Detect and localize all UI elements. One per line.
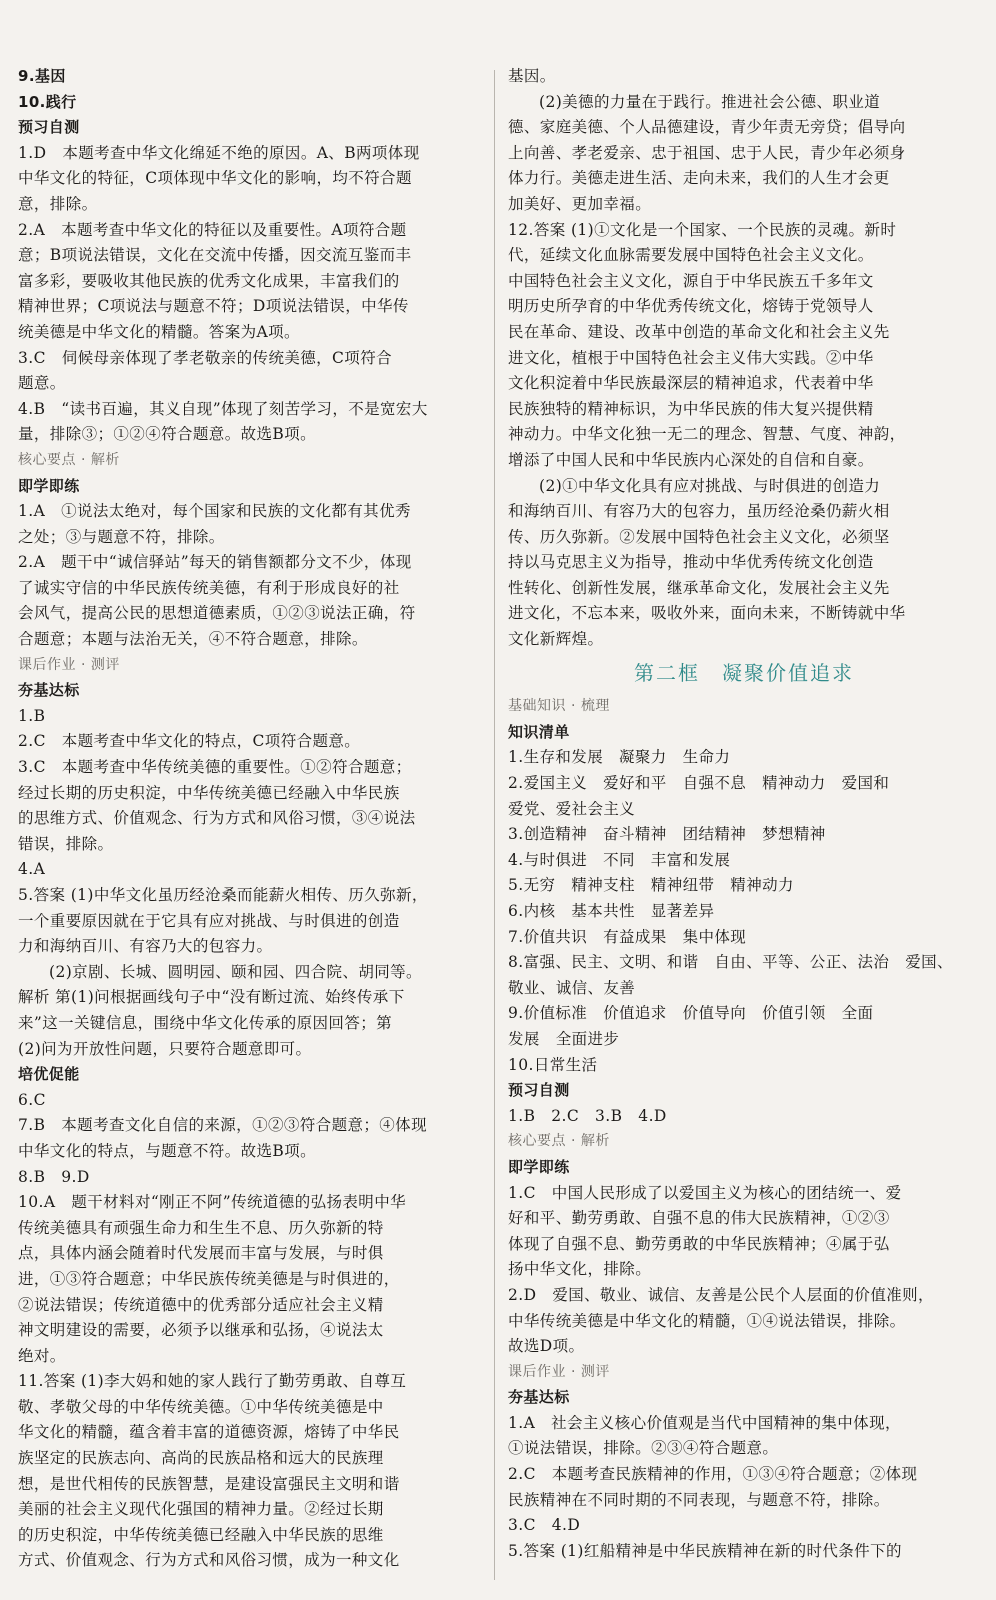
answer-line: 6.内核 基本共性 显著差异 xyxy=(508,902,715,920)
answer-line: 代，延续文化血脉需要发展中国特色社会主义文化。 xyxy=(508,246,874,265)
answer-line: 持以马克思主义为指导，推动中华优秀传统文化创造 xyxy=(508,553,874,572)
answer-line: 的思维方式、价值观念、行为方式和风俗习惯，③④说法 xyxy=(18,809,416,828)
answer-line: 1.B 2.C 3.B 4.D xyxy=(508,1106,667,1125)
answer-line: 精神世界；C项说法与题意不符；D项说法错误，中华传 xyxy=(18,297,409,316)
answer-line: 中华文化的特点，与题意不符。故选B项。 xyxy=(18,1141,316,1160)
answer-line: 了诚实守信的中华民族传统美德，有利于形成良好的社 xyxy=(18,578,400,597)
answer-line: 2.A 题干中“诚信驿站”每天的销售额都分文不少，体现 xyxy=(18,553,412,572)
section-heading: 培优促能 xyxy=(18,1065,80,1084)
answer-line: 11.答案 (1)李大妈和她的家人践行了勤劳勇敢、自尊互 xyxy=(18,1372,407,1391)
left-column xyxy=(18,64,480,1574)
answer-line: 3.C 本题考查中华传统美德的重要性。①②符合题意； xyxy=(18,758,412,777)
answer-line: 富多彩，要吸收其他民族的优秀文化成果，丰富我们的 xyxy=(18,271,400,290)
section-tag: 课后作业 · 测评 xyxy=(18,656,120,673)
answer-line: 1.A ①说法太绝对，每个国家和民族的文化都有其优秀 xyxy=(18,502,411,521)
answer-line: 华文化的精髓，蕴含着丰富的道德资源，熔铸了中华民 xyxy=(18,1423,400,1442)
answer-line: 2.C 本题考查中华文化的特点，C项符合题意。 xyxy=(18,732,361,751)
answer-line: 中国特色社会主义文化，源自于中华民族五千多年文 xyxy=(508,271,874,290)
section-heading: 夯基达标 xyxy=(508,1388,570,1407)
answer-line: 传统美德具有顽强生命力和生生不息、历久弥新的特 xyxy=(18,1218,384,1237)
answer-line: 12.答案 (1)①文化是一个国家、一个民族的灵魂。新时 xyxy=(508,220,897,239)
answer-line: 题意。 xyxy=(18,374,66,393)
answer-line: 来”这一关键信息，围绕中华文化传承的原因回答；第 xyxy=(18,1013,393,1032)
answer-line: 发展 全面进步 xyxy=(508,1029,620,1048)
section-heading: 预习自测 xyxy=(508,1081,570,1100)
answer-line: 体力行。美德走进生活、走向未来，我们的人生才会更 xyxy=(508,169,890,188)
answer-line: 美丽的社会主义现代化强国的精神力量。②经过长期 xyxy=(18,1500,384,1519)
answer-line: 民族精神在不同时期的不同表现，与题意不符，排除。 xyxy=(508,1490,890,1509)
answer-line: 文化新辉煌。 xyxy=(508,630,604,649)
answer-line: ①说法错误，排除。②③④符合题意。 xyxy=(508,1439,779,1458)
answer-line: 统美德是中华文化的精髓。答案为A项。 xyxy=(18,322,300,341)
answer-line: 爱党、爱社会主义 xyxy=(508,799,636,818)
answer-line: (2)美德的力量在于践行。推进社会公德、职业道 xyxy=(539,92,881,111)
answer-line: 3.C 4.D xyxy=(508,1516,581,1535)
answer-line: 方式、价值观念、行为方式和风俗习惯，成为一种文化 xyxy=(18,1551,400,1570)
answer-line: 2.D 爱国、敬业、诚信、友善是公民个人层面的价值准则， xyxy=(508,1285,934,1304)
answer-line: 会风气，提高公民的思想道德素质，①②③说法正确，符 xyxy=(18,604,416,623)
answer-line: 文化积淀着中华民族最深层的精神追求，代表着中华 xyxy=(508,374,874,393)
answer-line: 进，①③符合题意；中华民族传统美德是与时俱进的， xyxy=(18,1269,400,1288)
answer-line: 的历史积淀，中华传统美德已经融入中华民族的思维 xyxy=(18,1525,384,1544)
answer-line: 5.答案 (1)红船精神是中华民族精神在新的时代条件下的 xyxy=(508,1541,902,1560)
answer-line: 1.生存和发展 凝聚力 生命力 xyxy=(508,748,731,767)
answer-line: 族坚定的民族志向、高尚的民族品格和远大的民族理 xyxy=(18,1449,384,1468)
answer-line: 4.A xyxy=(18,860,46,879)
section-tag: 课后作业 · 测评 xyxy=(508,1363,610,1380)
answer-line: (2)京剧、长城、圆明园、颐和园、四合院、胡同等。 xyxy=(49,962,422,981)
answer-line: 量，排除③；①②④符合题意。故选B项。 xyxy=(18,425,316,444)
answer-line: 绝对。 xyxy=(18,1346,66,1365)
section-heading: 即学即练 xyxy=(18,476,80,495)
answer-line: 中华文化的特征，C项体现中华文化的影响，均不符合题 xyxy=(18,169,412,188)
answer-line: (2)①中华文化具有应对挑战、与时俱进的创造力 xyxy=(539,476,881,495)
answer-line: 和海纳百川、有容乃大的包容力，虽历经沧桑仍薪火相 xyxy=(508,502,890,521)
answer-line: 解析 第(1)问根据画线句子中“没有断过流、始终传承下 xyxy=(18,988,405,1007)
answer-line: 神文明建设的需要，必须予以继承和弘扬，④说法太 xyxy=(18,1321,384,1340)
answer-line: 1.A 社会主义核心价值观是当代中国精神的集中体现， xyxy=(508,1413,901,1432)
answer-line: 10.A 题干材料对“刚正不阿”传统道德的弘扬表明中华 xyxy=(18,1193,406,1212)
answer-line: 7.价值共识 有益成果 集中体现 xyxy=(508,927,747,946)
answer-line: 点，具体内涵会随着时代发展而丰富与发展，与时俱 xyxy=(18,1244,384,1263)
answer-line: 明历史所孕育的中华优秀传统文化，熔铸于党领导人 xyxy=(508,297,874,316)
section-tag: 核心要点 · 解析 xyxy=(508,1133,610,1150)
answer-line: 2.爱国主义 爱好和平 自强不息 精神动力 爱国和 xyxy=(508,774,890,793)
answer-line: 意，排除。 xyxy=(18,194,98,213)
section-tag: 核心要点 · 解析 xyxy=(18,451,120,468)
answer-line: ②说法错误；传统道德中的优秀部分适应社会主义精 xyxy=(18,1295,384,1314)
section-heading: 夯基达标 xyxy=(18,681,80,700)
answer-line: 4.B “读书百遍，其义自现”体现了刻苦学习，不是宽宏大 xyxy=(18,399,428,418)
answer-line: 体现了自强不息、勤劳勇敢的中华民族精神；④属于弘 xyxy=(508,1234,890,1253)
answer-line: 2.A 本题考查中华文化的特征以及重要性。A项符合题 xyxy=(18,220,407,239)
column-divider xyxy=(494,70,495,1580)
answer-line: 3.C 伺候母亲体现了孝老敬亲的传统美德，C项符合 xyxy=(18,348,393,367)
answer-line: 之处；③与题意不符，排除。 xyxy=(18,527,225,546)
frame-title: 第二框 凝聚价值追求 xyxy=(634,660,854,685)
answer-line: 9.价值标准 价值追求 价值导向 价值引领 全面 xyxy=(508,1004,874,1023)
section-heading: 10.践行 xyxy=(18,92,77,111)
answer-line: 传、历久弥新。②发展中国特色社会主义文化，必须坚 xyxy=(508,527,890,546)
answer-line: 进文化，不忘本来，吸收外来，面向未来，不断铸就中华 xyxy=(508,604,906,623)
answer-line: 合题意；本题与法治无关，④不符合题意，排除。 xyxy=(18,630,368,649)
answer-line: 进文化，植根于中国特色社会主义伟大实践。②中华 xyxy=(508,348,874,367)
answer-line: 4.与时俱进 不同 丰富和发展 xyxy=(508,850,731,869)
section-heading: 即学即练 xyxy=(508,1157,570,1176)
answer-line: 意；B项说法错误，文化在交流中传播，因交流互鉴而丰 xyxy=(18,246,412,265)
answer-line: 好和平、勤劳勇敢、自强不息的伟大民族精神，①②③ xyxy=(508,1209,890,1228)
answer-line: 10.日常生活 xyxy=(508,1055,598,1074)
answer-line: 扬中华文化，排除。 xyxy=(508,1260,652,1279)
answer-line: 加美好、更加幸福。 xyxy=(508,194,652,213)
answer-line: 经过长期的历史积淀，中华传统美德已经融入中华民族 xyxy=(18,783,400,802)
answer-line: 2.C 本题考查民族精神的作用，①③④符合题意；②体现 xyxy=(508,1465,918,1484)
answer-line: 性转化、创新性发展，继承革命文化，发展社会主义先 xyxy=(508,578,890,597)
answer-line: 6.C xyxy=(18,1090,46,1109)
answer-line: 3.创造精神 奋斗精神 团结精神 梦想精神 xyxy=(508,825,826,844)
right-column xyxy=(508,64,980,1564)
answer-line: 德、家庭美德、个人品德建设，青少年责无旁贷；倡导向 xyxy=(508,118,906,137)
answer-line: 1.D 本题考查中华文化绵延不绝的原因。A、B两项体现 xyxy=(18,143,420,162)
answer-line: 错误，排除。 xyxy=(18,834,114,853)
answer-line: 神动力。中华文化独一无二的理念、智慧、气度、神韵， xyxy=(508,425,906,444)
section-heading: 9.基因 xyxy=(18,67,66,85)
section-heading: 知识清单 xyxy=(508,722,570,741)
answer-line: 想，是世代相传的民族智慧，是建设富强民主文明和谐 xyxy=(18,1474,400,1493)
answer-line: 5.答案 (1)中华文化虽历经沧桑而能薪火相传、历久弥新， xyxy=(18,886,428,904)
answer-line: 5.无穷 精神支柱 精神纽带 精神动力 xyxy=(508,876,794,895)
answer-line: 基因。 xyxy=(508,67,556,85)
answer-line: 1.B xyxy=(18,706,46,725)
answer-line: 中华传统美德是中华文化的精髓，①④说法错误，排除。 xyxy=(508,1311,906,1330)
answer-line: 7.B 本题考查文化自信的来源，①②③符合题意；④体现 xyxy=(18,1116,427,1135)
answer-line: 民在革命、建设、改革中创造的革命文化和社会主义先 xyxy=(508,322,890,341)
answer-line: 力和海纳百川、有容乃大的包容力。 xyxy=(18,937,273,956)
answer-line: 8.B 9.D xyxy=(18,1167,90,1186)
answer-line: 敬、孝敬父母的中华传统美德。①中华传统美德是中 xyxy=(18,1397,384,1416)
answer-line: 增添了中国人民和中华民族内心深处的自信和自豪。 xyxy=(508,450,874,469)
section-tag: 基础知识 · 梳理 xyxy=(508,698,610,715)
answer-line: 故选D项。 xyxy=(508,1337,585,1356)
answer-line: (2)问为开放性问题，只要符合题意即可。 xyxy=(18,1039,312,1058)
answer-line: 8.富强、民主、文明、和谐 自由、平等、公正、法治 爱国、 xyxy=(508,953,953,972)
answer-line: 敬业、诚信、友善 xyxy=(508,978,636,997)
answer-line: 1.C 中国人民形成了以爱国主义为核心的团结统一、爱 xyxy=(508,1183,902,1202)
answer-line: 一个重要原因就在于它具有应对挑战、与时俱进的创造 xyxy=(18,911,400,930)
section-heading: 预习自测 xyxy=(18,118,80,137)
answer-line: 民族独特的精神标识，为中华民族的伟大复兴提供精 xyxy=(508,399,874,418)
answer-line: 上向善、孝老爱亲、忠于祖国、忠于人民，青少年必须身 xyxy=(508,143,906,162)
